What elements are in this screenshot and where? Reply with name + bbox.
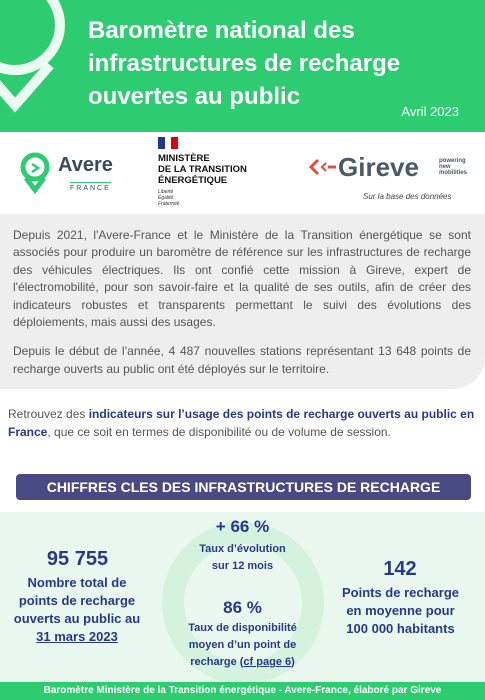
note-bold: indicateurs sur l’usage des points de recharge ouverts au public en France [8,407,475,439]
evolution-value: + 66 % [215,517,270,536]
footer-banner: Baromètre Ministère de la Transition énergétique - Avere-France, élaboré par Gireve [0,682,485,700]
title-line-1: Baromètre national des [88,17,355,44]
tag-line-1: powering [439,158,466,164]
availability-label [170,620,315,671]
header-banner [0,0,485,132]
availability-label-line-1: Taux de disponibilité [188,622,297,634]
ministry-name [158,153,278,186]
intro-paragraph-2: Depuis le début de l’année, 4 487 nouvelles stations représentant 13 648 points de recharge ouverts au public ont été déployés sur le territoire. [13,344,471,376]
density-label-line-2: en moyenne pour [346,603,455,618]
availability-label-start: recharge ( [190,656,244,668]
density-label [328,584,473,638]
avere-sub: FRANCE [70,182,111,192]
partner-logos [0,132,485,212]
evolution-label [170,541,315,575]
motto-line-1: Liberté [158,189,174,195]
evolution-label-line-1: Taux d’évolution [199,543,286,555]
page-6-link[interactable]: cf page 6 [243,656,292,668]
title-line-2: infrastructures de recharge [88,50,401,77]
motto-line-3: Fraternité [158,201,180,207]
plug-outline-icon [0,0,70,120]
total-points-value: 95 755 [46,548,109,570]
ministry-logo [158,137,278,209]
evolution-label-line-2: sur 12 mois [211,560,274,572]
intro-box [0,214,485,389]
tag-line-2: new [439,164,451,170]
density-value: 142 [383,558,417,580]
motto-line-2: Égalité [158,195,174,201]
note-before: Retrouvez des [8,407,89,421]
publication-date: Avril 2023 [401,104,459,119]
usage-indicators-note [8,405,478,441]
gireve-logo [308,152,478,202]
key-figures-panel [0,512,485,682]
gireve-tagline [439,158,467,176]
availability-label-line-3 [170,654,315,671]
avere-name: Avere [58,154,113,176]
title-line-3: ouvertes au public [88,83,301,110]
note-after: , que ce soit en termes de disponibilité ou de volume de session. [47,425,391,439]
density-label-line-1: Points de recharge [341,585,460,600]
ministry-motto [158,189,179,207]
total-points-label [6,574,148,646]
availability-label-line-2: moyen d’un point de [188,639,297,651]
marianne-flag-icon [158,137,178,149]
total-label-line-3: ouverts au public au [13,611,141,626]
intro-paragraph-1: Depuis 2021, l'Avere-France et le Ministère de la Transition énergétique se sont associés pour produire un baromètre de référence sur les infrastructures de recharge des véhicules électriques. Ils ont confié cette mission à Gireve, expert de l'électromobilité, pour son savoir-faire et la qualité de ses outils, afin de créer des indicateurs robustes et transparents permettant le suivi des évolutions des déploiements, mais aussi des usages. [13,228,471,330]
density-label-line-3: 100 000 habitants [346,621,455,636]
total-label-line-1: Nombre total de [27,575,127,590]
tag-line-3: mobilities [439,170,468,176]
total-label-line-2: points de recharge [18,593,136,608]
availability-label-end: ) [291,656,295,668]
availability-value: 86 % [223,598,262,617]
ministry-line-3: ÉNERGÉTIQUE [158,175,228,186]
gireve-name: Gireve [338,152,419,182]
avere-logo [18,152,118,200]
data-source-note: Sur la base des données [363,192,452,201]
ministry-line-1: MINISTÈRE [158,153,210,164]
avere-plug-icon [18,152,52,194]
key-figures-heading: CHIFFRES CLES DES INFRASTRUCTURES DE RECHARGE [16,474,471,500]
gireve-arrows-icon [308,158,338,176]
total-date: 31 mars 2023 [36,629,118,644]
page-title [88,14,468,113]
ministry-line-2: DE LA TRANSITION [158,164,247,175]
